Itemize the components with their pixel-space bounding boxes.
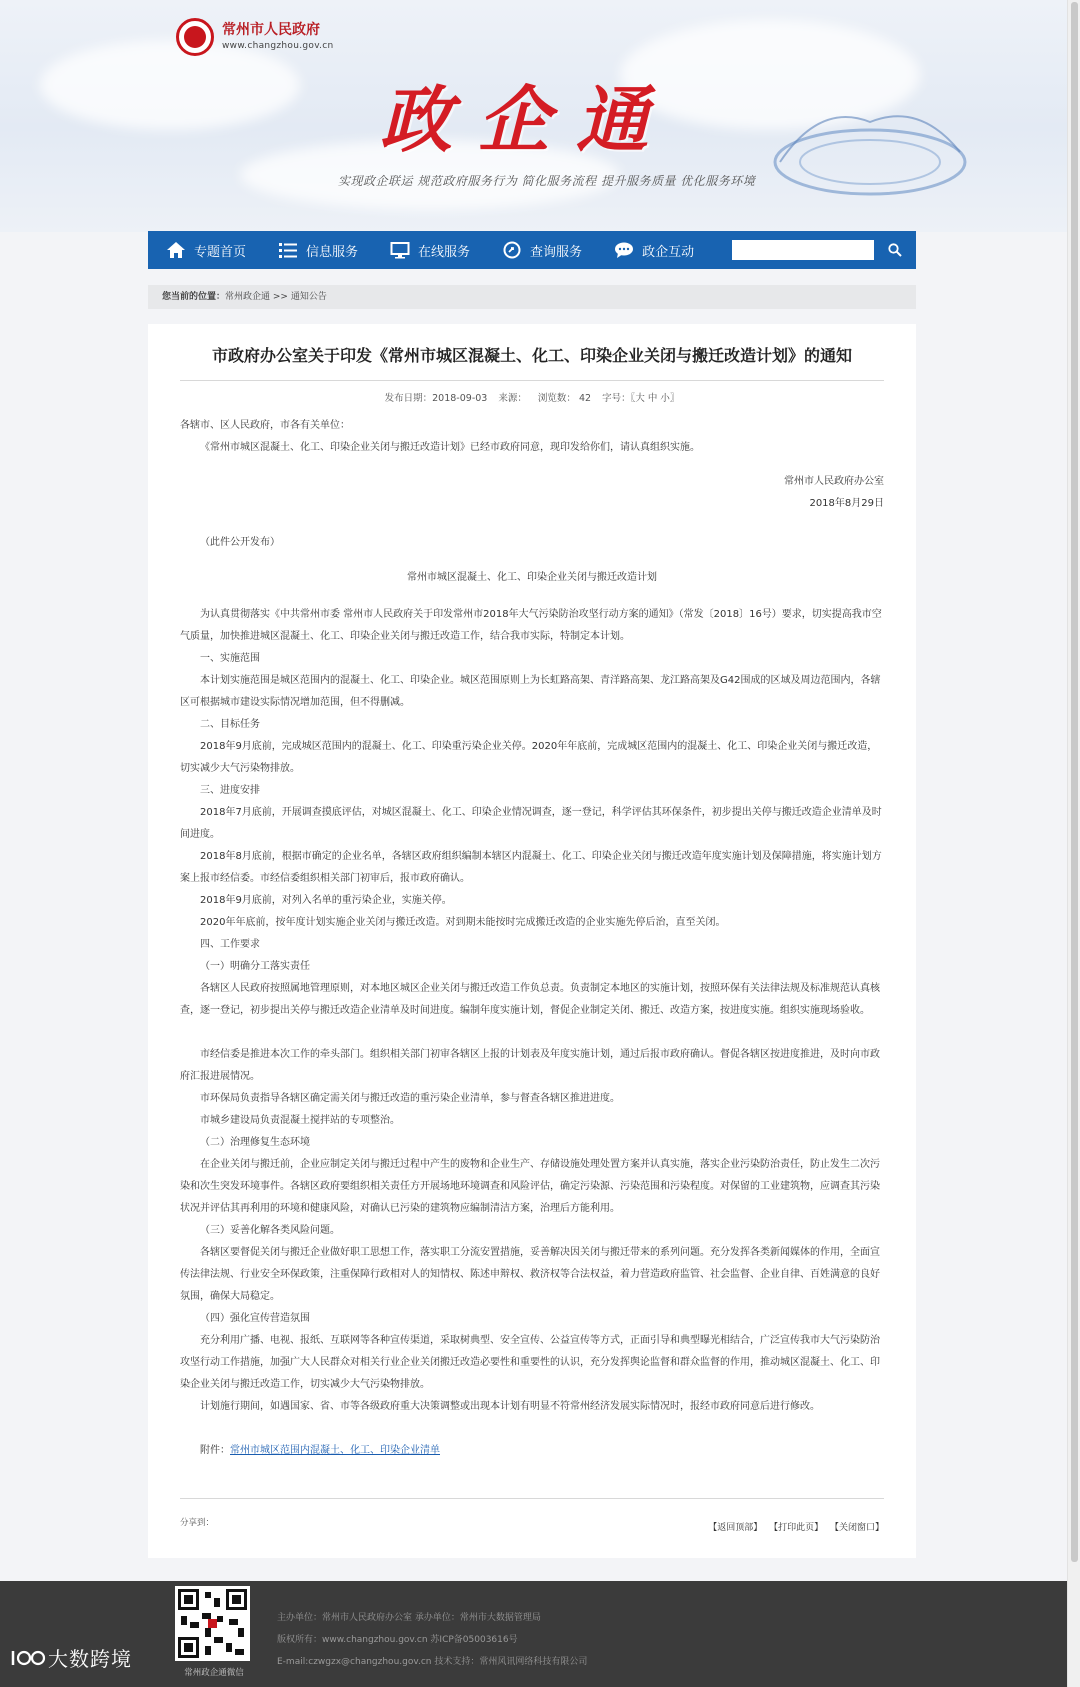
banner-slogan: 实现政企联运 规范政府服务行为 简化服务流程 提升服务质量 优化服务环境 xyxy=(338,174,756,188)
body-paragraph: 市经信委是推进本次工作的牵头部门。组织相关部门初审各辖区上报的计划表及年度实施计划，通过后报市政府确认。督促各辖区按进度推进，及时向市政府汇报进展情况。 xyxy=(180,1049,880,1082)
attachment-link[interactable]: 常州市城区范围内混凝土、化工、印染企业清单 xyxy=(230,1445,440,1456)
meta-source: 来源： xyxy=(498,393,527,404)
article-meta xyxy=(148,390,916,404)
banner-title xyxy=(380,62,648,166)
back-to-top-link[interactable]: 【返回顶部】 xyxy=(708,1523,763,1533)
body-paragraph: 2020年年底前，按年度计划实施企业关闭与搬迁改造。对到期未能按时完成搬迁改造的企业实施先停后治，直至关闭。 xyxy=(200,917,726,928)
article-title: 市政府办公室关于印发《常州市城区混凝土、化工、印染企业关闭与搬迁改造计划》的通知 xyxy=(211,346,852,365)
city-emblem-icon xyxy=(176,18,214,56)
banner-char: 通 xyxy=(576,77,649,162)
print-page-link[interactable]: 【打印此页】 xyxy=(769,1523,824,1533)
footer-contact: E-mail:czwgzx@changzhou.gov.cn 技术支持：常州风讯网络科技有限公司 xyxy=(277,1657,588,1667)
qr-caption: 常州政企通微信 xyxy=(184,1668,244,1678)
body-paragraph: 充分利用广播、电视、报纸、互联网等各种宣传渠道，采取树典型、安全宣传、公益宣传等方式，正面引导和典型曝光相结合，广泛宣传我市大气污染防治攻坚行动工作措施，加强广大人民群众对相关行业企业关闭搬迁改造必要性和重要性的认识，充分发挥舆论监督和群众监督的作用，推动城区混凝土、化工、印染企业关闭与搬迁改造工作，切实减少大气污染物排放。 xyxy=(180,1335,880,1390)
body-paragraph: 2018年9月底前，完成城区范围内的混凝土、化工、印染重污染企业关停。2020年年底前，完成城区范围内的混凝土、化工、印染企业关闭与搬迁改造，切实减少大气污染物排放。 xyxy=(180,741,878,774)
intro-paragraph: 《常州市城区混凝土、化工、印染企业关闭与搬迁改造计划》已经市政府同意，现印发给你们，请认真组织实施。 xyxy=(200,442,700,453)
footer-organizer: 主办单位：常州市人民政府办公室 承办单位：常州市大数据管理局 xyxy=(277,1613,541,1623)
body-paragraph: 计划施行期间，如遇国家、省、市等各级政府重大决策调整或出现本计划有明显不符常州经济发展实际情况时，报经市政府同意后进行修改。 xyxy=(200,1401,820,1412)
list-icon xyxy=(278,241,298,259)
nav-item-home[interactable] xyxy=(148,231,260,269)
nav-label: 信息服务 xyxy=(306,244,359,260)
sub-heading: （四）强化宣传营造氛围 xyxy=(200,1313,310,1324)
attachment xyxy=(180,1440,884,1462)
search-input[interactable] xyxy=(732,240,874,260)
site-logo[interactable] xyxy=(176,18,334,56)
body-paragraph: 各辖区要督促关闭与搬迁企业做好职工思想工作，落实职工分流安置措施，妥善解决因关闭与搬迁带来的系列问题。充分发挥各类新闻媒体的作用，全面宣传法律法规、行业安全环保政策，注重保障行政相对人的知情权、陈述申辩权、救济权等合法权益，着力营造政府监管、社会监督、企业自律、百姓满意的良好氛围，确保大局稳定。 xyxy=(180,1247,880,1302)
watermark-text: 大数跨境 xyxy=(48,1647,132,1671)
body-paragraph: 市环保局负责指导各辖区确定需关闭与搬迁改造的重污染企业清单，参与督查各辖区推进进度。 xyxy=(200,1093,620,1104)
body-paragraph: 市城乡建设局负责混凝土搅拌站的专项整治。 xyxy=(200,1115,400,1126)
monitor-icon xyxy=(390,241,410,259)
body-paragraph: 2018年8月底前，根据市确定的企业名单，各辖区政府组织编制本辖区内混凝土、化工、印染企业关闭与搬迁改造年度实施计划及保障措施，将实施计划方案上报市经信委。市经信委组织相关部门初审后，报市政府确认。 xyxy=(180,851,882,884)
breadcrumb-path[interactable]: 常州政企通 >> 通知公告 xyxy=(225,292,327,302)
body-paragraph: 在企业关闭与搬迁前，企业应制定关闭与搬迁过程中产生的废物和企业生产、存储设施处理处置方案并认真实施，落实企业污染防治责任，防止发生二次污染和次生突发环境事件。各辖区政府要组织相关责任方开展场地环境调查和风险评估，确定污染源、污染范围和污染程度。对保留的工业建筑物，应调查其污染状况并评估其再利用的环境和健康风险，对确认已污染的建筑物应编制清洁方案，治理后方能利用。 xyxy=(180,1159,880,1214)
site-url: www.changzhou.gov.cn xyxy=(222,41,334,51)
section-heading: 一、实施范围 xyxy=(200,653,260,664)
scrollbar-thumb[interactable] xyxy=(1071,2,1078,1562)
banner-char: 政 xyxy=(380,77,453,162)
attachment-label: 附件： xyxy=(200,1445,230,1456)
search-button[interactable] xyxy=(880,237,910,263)
body-paragraph: 2018年7月底前，开展调查摸底评估，对城区混凝土、化工、印染企业情况调查，逐一登记，科学评估其环保条件，初步提出关停与搬迁改造企业清单及时间进度。 xyxy=(180,807,882,840)
public-note: （此件公开发布） xyxy=(200,537,280,548)
body-paragraph: 为认真贯彻落实《中共常州市委 常州市人民政府关于印发常州市2018年大气污染防治攻坚行动方案的通知》（常发〔2018〕16号）要求，切实提高我市空气质量，加快推进城区混凝土、化工、印染企业关闭与搬迁改造工作，结合我市实际，特制定本计划。 xyxy=(180,609,882,642)
body-paragraph: 2018年9月底前，对列入名单的重污染企业，实施关停。 xyxy=(200,895,452,906)
issue-date: 2018年8月29日 xyxy=(809,498,884,509)
body-paragraph: 各辖区人民政府按照属地管理原则，对本地区城区企业关闭与搬迁改造工作负总责。负责制定本地区的实施计划，按照环保有关法律法规及标准规范认真核查，逐一登记，初步提出关停与搬迁改造企业清单及时间进度。编制年度实施计划，督促企业制定关闭、搬迁、改造方案，按进度实施。组织实施现场验收。 xyxy=(180,983,880,1016)
scrollbar[interactable] xyxy=(1067,0,1080,1687)
section-heading: 四、工作要求 xyxy=(200,939,260,950)
home-icon xyxy=(166,241,186,259)
meta-fontsize[interactable]: 字号：〖大 中 小〗 xyxy=(602,393,680,404)
main-nav xyxy=(148,231,916,269)
share-label: 分享到： xyxy=(180,1518,215,1528)
nav-item-query[interactable] xyxy=(484,231,596,269)
salutation: 各辖市、区人民政府，市各有关单位： xyxy=(180,420,350,431)
site-name: 常州市人民政府 xyxy=(222,22,320,38)
plan-title: 常州市城区混凝土、化工、印染企业关闭与搬迁改造计划 xyxy=(407,572,657,583)
site-header xyxy=(0,0,1080,232)
article-panel xyxy=(148,324,916,1558)
watermark-logo-icon xyxy=(10,1647,48,1669)
nav-label: 在线服务 xyxy=(418,244,471,260)
search-icon xyxy=(888,243,902,257)
query-icon xyxy=(502,241,522,259)
page-actions xyxy=(704,1520,884,1533)
watermark xyxy=(10,1643,132,1672)
nav-label: 查询服务 xyxy=(530,244,583,260)
body-paragraph: 本计划实施范围是城区范围内的混凝土、化工、印染企业。城区范围原则上为长虹路高架、青洋路高架、龙江路高架及G42围成的区域及周边范围内，各辖区可根据城市建设实际情况增加范围，但不得删减。 xyxy=(180,675,881,708)
wechat-qr-code-icon xyxy=(175,1586,250,1661)
stadium-illustration-icon xyxy=(760,92,970,202)
nav-item-interact[interactable] xyxy=(596,231,708,269)
nav-label: 政企互动 xyxy=(642,244,695,260)
close-window-link[interactable]: 【关闭窗口】 xyxy=(829,1523,884,1533)
breadcrumb-prefix: 您当前的位置： xyxy=(162,292,226,302)
sub-heading: （二）治理修复生态环境 xyxy=(200,1137,310,1148)
sub-heading: （三）妥善化解各类风险问题。 xyxy=(200,1225,340,1236)
divider xyxy=(180,1498,884,1499)
section-heading: 三、进度安排 xyxy=(200,785,260,796)
sub-heading: （一）明确分工落实责任 xyxy=(200,961,310,972)
breadcrumb xyxy=(148,285,916,309)
banner-char: 企 xyxy=(478,77,551,162)
nav-label: 专题首页 xyxy=(194,244,247,260)
issuer: 常州市人民政府办公室 xyxy=(784,476,884,487)
nav-item-info[interactable] xyxy=(260,231,372,269)
section-heading: 二、目标任务 xyxy=(200,719,260,730)
nav-item-online[interactable] xyxy=(372,231,484,269)
footer-copyright: 版权所有：www.changzhou.gov.cn 苏ICP备05003616号 xyxy=(277,1635,518,1645)
divider xyxy=(180,380,884,381)
meta-date: 发布日期：2018-09-03 xyxy=(384,393,488,404)
site-footer xyxy=(0,1581,1068,1687)
chat-icon xyxy=(614,241,634,259)
meta-views: 浏览数： 42 xyxy=(537,393,592,404)
